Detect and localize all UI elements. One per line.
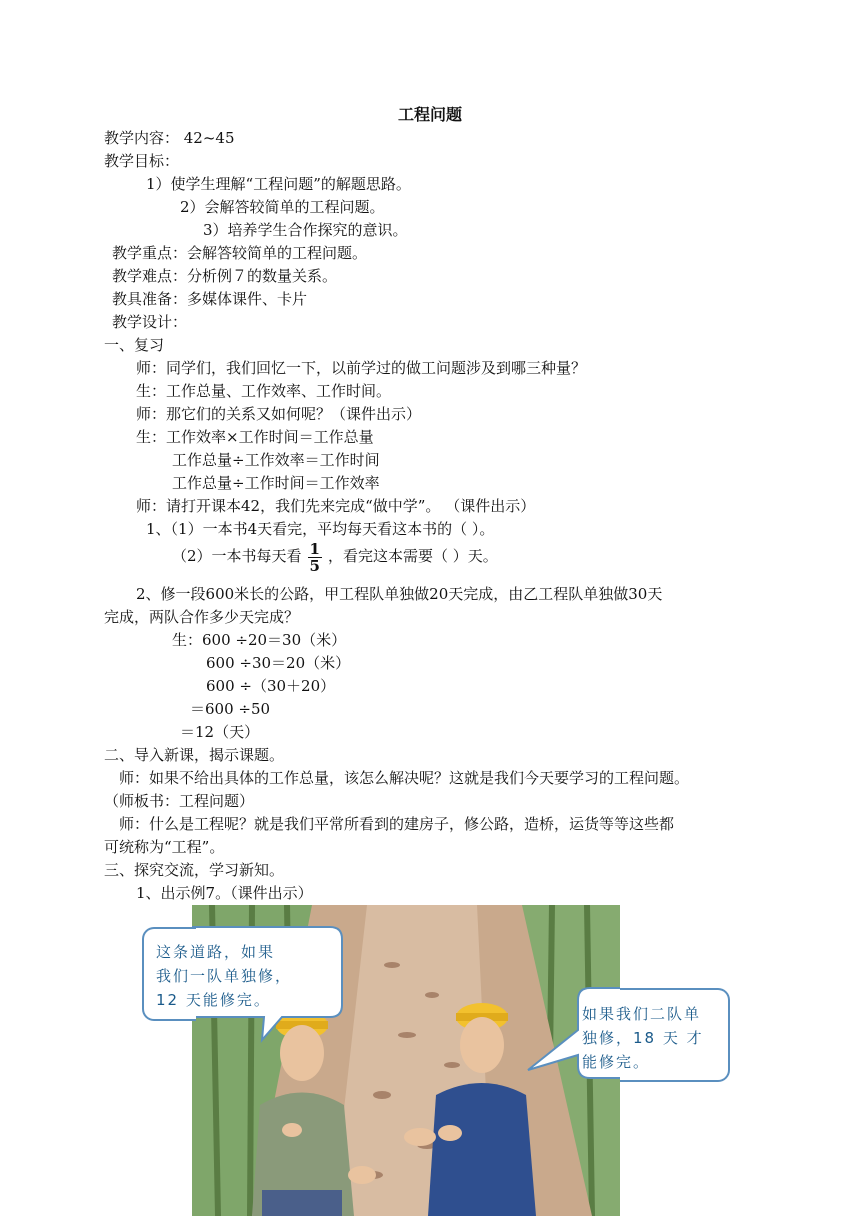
question-2: [172, 538, 498, 574]
fraction: [308, 541, 322, 574]
goal-2: 2）会解答较简单的工程问题。: [180, 198, 385, 216]
right-bubble-text-2: 独修，18 天 才: [582, 1029, 704, 1047]
calc-line-3: 600 ÷（30＋20）: [206, 677, 336, 695]
goal-1: 1）使学生理解“工程问题”的解题思路。: [146, 175, 411, 193]
section-heading-intro: 二、导入新课，揭示课题。: [104, 746, 285, 764]
calc-line-4: ＝600 ÷50: [190, 700, 271, 718]
fraction-denominator: 5: [309, 556, 320, 575]
question-2-suffix: ，看完这本需要（ ）天。: [327, 547, 498, 565]
teaching-design-label: 教学设计：: [112, 313, 188, 331]
question-1: 1、（1）一本书4天看完，平均每天看这本书的（ ）。: [146, 520, 495, 538]
teaching-goals-label: 教学目标：: [104, 152, 180, 170]
problem-2-line-1: 2、修一段600米长的公路，甲工程队单独做20天完成，由乙工程队单独做30天: [136, 585, 663, 603]
section-heading-review: 一、复习: [104, 336, 165, 354]
right-bubble-text-3: 能修完。: [582, 1053, 651, 1071]
right-bubble-text-1: 如果我们二队单: [582, 1005, 702, 1023]
question-2-prefix: （2）一本书每天看: [172, 547, 302, 565]
calc-line-2: 600 ÷30＝20（米）: [206, 654, 351, 672]
left-bubble-text-2: 我们一队单独修，: [156, 967, 293, 985]
teacher-line-5a: 师：什么是工程呢？就是我们平常所看到的建房子，修公路，造桥，运货等等这些都: [119, 815, 675, 833]
example-7-line: 1、出示例7。（课件出示）: [136, 884, 313, 902]
calc-line-1: 生：600 ÷20＝30（米）: [172, 631, 347, 649]
teaching-difficulty: 教学难点：分析例７的数量关系。: [112, 267, 338, 285]
left-bubble-text-1: 这条道路，如果: [156, 943, 276, 961]
teacher-line-5b: 可统称为“工程”。: [104, 838, 225, 856]
teaching-content: 教学内容： 42~45: [104, 129, 235, 147]
page-title: 工程问题: [397, 105, 462, 124]
teaching-tools: 教具准备：多媒体课件、卡片: [112, 290, 308, 308]
teacher-line-4b: （师板书：工程问题）: [104, 792, 255, 810]
calc-line-5: ＝12（天）: [180, 723, 260, 741]
teaching-key-point: 教学重点：会解答较简单的工程问题。: [112, 244, 368, 262]
left-bubble-text-3: 12 天能修完。: [156, 991, 271, 1009]
section-heading-explore: 三、探究交流，学习新知。: [104, 861, 285, 879]
fraction-numerator: 1: [309, 539, 320, 558]
student-line-1: 生：工作总量、工作效率、工作时间。: [136, 382, 392, 400]
formula-3: 工作总量÷工作时间＝工作效率: [172, 474, 380, 492]
teacher-line-2: 师：那它们的关系又如何呢？（课件出示）: [136, 405, 422, 423]
student-formula-1: 生：工作效率×工作时间＝工作总量: [136, 428, 374, 446]
teacher-line-1: 师：同学们，我们回忆一下，以前学过的做工问题涉及到哪三种量？: [136, 359, 587, 377]
teacher-line-4a: 师：如果不给出具体的工作总量，该怎么解决呢？这就是我们今天要学习的工程问题。: [119, 769, 690, 787]
formula-2: 工作总量÷工作效率＝工作时间: [172, 451, 380, 469]
teacher-line-3: 师：请打开课本42，我们先来完成“做中学”。 （课件出示）: [136, 497, 536, 515]
right-bubble-text: [582, 1002, 704, 1074]
left-bubble-text: [156, 940, 292, 1012]
goal-3: 3）培养学生合作探究的意识。: [203, 221, 408, 239]
problem-2-line-2: 完成，两队合作多少天完成？: [104, 608, 300, 626]
